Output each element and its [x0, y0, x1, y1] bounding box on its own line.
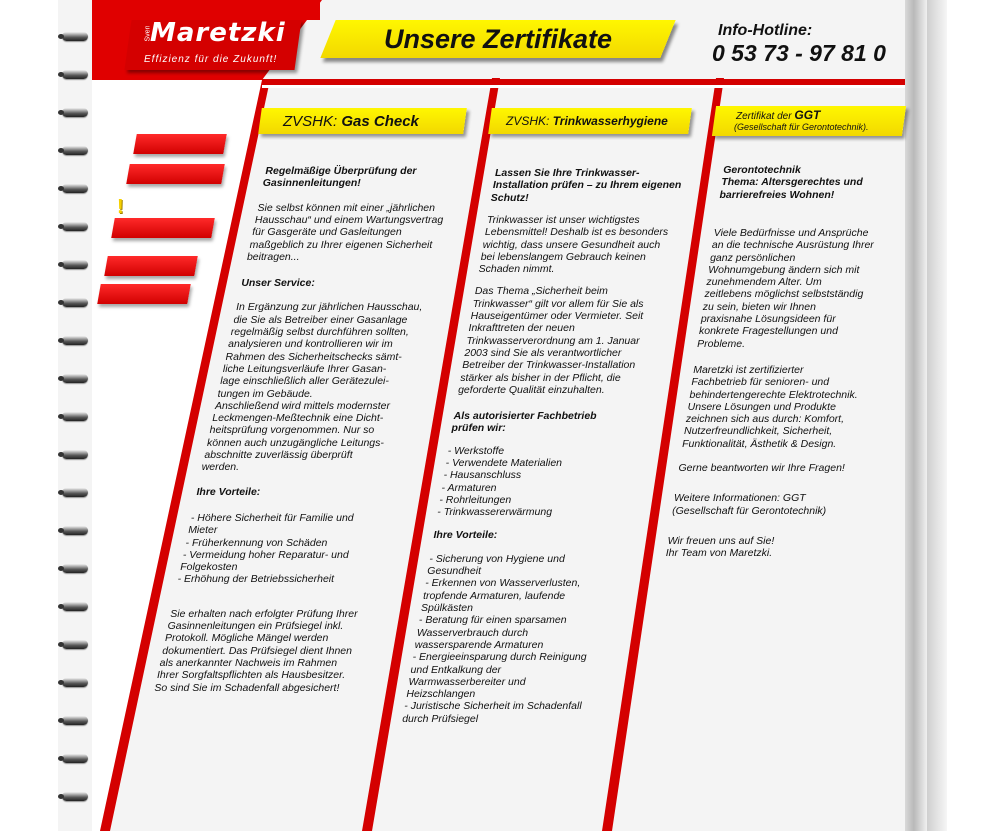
- column-text-line: können auch unzugängliche Leitungs-: [207, 436, 384, 449]
- spiral-ring: [62, 564, 88, 573]
- column-text-line: - Rohrleitungen: [439, 493, 512, 506]
- column-text-line: Gasinnenleitungen ein Prüfsiegel inkl.: [167, 620, 344, 632]
- column-text-line: - Armaturen: [441, 481, 497, 494]
- column-text-line: Anschließend wird mittels modernster: [214, 399, 391, 412]
- column-text-line: Wasserverbrauch durch: [416, 626, 529, 639]
- column-text-line: Thema: Altersgerechtes und: [721, 176, 863, 189]
- column-text-line: - Vermeidung hoher Reparatur- und: [182, 548, 349, 561]
- column-text-line: Schaden nimmt.: [478, 263, 555, 276]
- column-header-trinkwasser-label: [506, 114, 668, 128]
- column-text-line: konkrete Fragestellungen und: [699, 325, 838, 338]
- column-text-line: tungen im Gebäude.: [217, 387, 313, 400]
- column-text-line: Leckmengen-Meßtechnik eine Dicht-: [212, 412, 384, 425]
- column-text-line: Trinkwasserverordnung am 1. Januar: [466, 334, 640, 347]
- column-text-line: stärker als bisher in der Pflicht, die: [460, 371, 621, 384]
- spiral-ring: [62, 222, 88, 231]
- spiral-ring: [62, 640, 88, 649]
- column-text-line: - Sicherung von Hygiene und: [429, 552, 565, 565]
- column-text-line: - Beratung für einen sparsamen: [418, 614, 567, 627]
- column-text-line: Fachbetrieb für senioren- und: [691, 376, 830, 389]
- column-text-line: Unsere Lösungen und Produkte: [687, 400, 836, 413]
- column-text-line: - Hausanschluss: [443, 469, 522, 482]
- column-text-line: Warmwasserbereiter und: [408, 675, 526, 688]
- page-title: Unsere Zertifikate: [383, 24, 613, 54]
- column-text-line: Wir freuen uns auf Sie!: [667, 534, 775, 547]
- column-text-line: maßgeblich zu Ihrer eigenen Sicherheit: [249, 238, 433, 251]
- spiral-ring: [62, 336, 88, 345]
- spiral-ring: [62, 146, 88, 155]
- header-bold: Trinkwasserhygiene: [552, 114, 668, 128]
- column-text-line: Trinkwasser“ gilt vor allem für Sie als: [472, 297, 644, 310]
- column-text-line: durch Prüfsiegel: [402, 712, 479, 725]
- spiral-ring: [62, 184, 88, 193]
- nav-bar-1[interactable]: [133, 134, 227, 154]
- column-text-line: abschnitte zuverlässig überprüft: [204, 449, 353, 461]
- hotline-label: Info-Hotline:: [718, 22, 813, 39]
- spiral-ring: [62, 412, 88, 421]
- column-text-line: werden.: [201, 461, 240, 474]
- column-text-line: Ihre Vorteile:: [433, 528, 498, 541]
- logo-name: Maretzki: [150, 18, 286, 48]
- hotline-number[interactable]: 0 53 73 - 97 81 0: [712, 40, 886, 66]
- column-text-line: Lebensmittel! Deshalb ist es besonders: [484, 226, 669, 239]
- column-text-line: Heizschlangen: [406, 688, 476, 701]
- column-text-line: Gesundheit: [427, 565, 481, 578]
- column-header-gas-check-label: [283, 113, 419, 130]
- column-text-line: - Trinkwassererwärmung: [437, 506, 553, 519]
- column-text-line: In Ergänzung zur jährlichen Hausschau,: [236, 301, 423, 314]
- header-bold: GGT: [794, 108, 821, 122]
- column-text-line: Regelmäßige Überprüfung der: [265, 165, 417, 177]
- column-text-line: lage einschließlich aller Gerätezulei-: [220, 375, 389, 388]
- column-text-line: Lassen Sie Ihre Trinkwasser-: [494, 167, 640, 179]
- nav-bar-2[interactable]: [126, 164, 225, 184]
- column-text-line: dokumentiert. Das Prüfsiegel dient Ihnen: [162, 644, 352, 657]
- column-text-line: Folgekosten: [180, 561, 238, 574]
- column-text-line: Maretzki ist zertifizierter: [693, 363, 804, 376]
- column-text-line: Ihrer Sorgfaltspflichten als Hausbesitzer.: [157, 669, 346, 682]
- column-header-ggt-sub: (Gesellschaft für Gerontotechnik).: [734, 122, 869, 132]
- spiral-ring: [62, 488, 88, 497]
- column-text-line: Hausschau“ und einem Wartungsvertrag: [254, 213, 444, 226]
- column-header-ggt-label: [736, 108, 820, 122]
- spiral-ring: [62, 526, 88, 535]
- header-prefix: ZVSHK:: [283, 113, 338, 130]
- column-text-line: Betreiber der Trinkwasser-Installation: [462, 359, 636, 372]
- column-text-line: analysieren und kontrollieren wir im: [228, 338, 393, 351]
- column-text-line: Als autorisierter Fachbetrieb: [453, 410, 597, 423]
- column-text-line: Schutz!: [490, 191, 529, 204]
- column-text-line: 2003 sind Sie als verantwortlicher: [464, 346, 622, 359]
- spiral-ring: [62, 450, 88, 459]
- spiral-ring: [62, 754, 88, 763]
- column-text-line: Wohnumgebung ändern sich mit: [708, 263, 860, 276]
- column-text-line: - Höhere Sicherheit für Familie und: [190, 511, 354, 524]
- column-text-line: für Gasgeräte und Gasleitungen: [252, 226, 402, 239]
- column-text-line: Inkrafttreten der neuen: [468, 322, 575, 335]
- column-text-line: (Gesellschaft für Gerontotechnik): [672, 504, 827, 517]
- column-text-line: praxisnahe Lösungsideen für: [700, 313, 836, 325]
- spiral-ring: [62, 678, 88, 687]
- column-text-line: behindertengerechte Elektrotechnik.: [689, 388, 858, 401]
- column-text-line: bei lebenslangem Gebrauch keinen: [480, 250, 646, 263]
- spiral-ring: [62, 298, 88, 307]
- column-text-line: Spülkästen: [421, 602, 473, 614]
- column-text-line: zeichnen sich aus durch: Komfort,: [685, 413, 844, 426]
- spiral-ring: [62, 108, 88, 117]
- column-text-line: prüfen wir:: [451, 422, 506, 435]
- spiral-ring: [62, 602, 88, 611]
- column-text-line: - Energieeinsparung durch Reinigung: [412, 651, 587, 664]
- column-text-line: Installation prüfen – zu Ihrem eigenen: [492, 179, 682, 192]
- column-text-line: Hauseigentümer oder Vermieter. Seit: [470, 310, 644, 322]
- column-text-line: zeitlebens möglichst selbstständig: [704, 288, 864, 301]
- nav-bar-4[interactable]: [104, 256, 198, 276]
- column-text-line: tropfende Armaturen, laufende: [423, 589, 566, 602]
- column-text-line: zu sein, bieten wir Ihnen: [702, 300, 816, 313]
- column-text-line: liche Leitungsverläufe Ihrer Gasan-: [222, 362, 387, 375]
- spiral-ring: [62, 792, 88, 801]
- column-text-line: Protokoll. Mögliche Mängel werden: [164, 632, 329, 645]
- column-text-line: als anerkannter Nachweis im Rahmen: [159, 656, 338, 669]
- logo-slogan: Effizienz für die Zukunft!: [144, 54, 278, 65]
- column-text-line: - Erkennen von Wasserverlusten,: [425, 577, 581, 590]
- header-prefix: Zertifikat der: [736, 111, 792, 122]
- column-text-line: regelmäßig selbst durchführen sollten,: [230, 326, 409, 338]
- column-text-line: Trinkwasser ist unser wichtigstes: [486, 213, 640, 226]
- column-text-line: Ihr Team von Maretzki.: [665, 547, 773, 560]
- column-text-line: Ihre Vorteile:: [196, 485, 261, 498]
- column-text-line: Viele Bedürfnisse und Ansprüche: [713, 226, 869, 239]
- column-text-line: Sie erhalten nach erfolgter Prüfung Ihrer: [170, 607, 358, 620]
- spiral-ring: [62, 70, 88, 79]
- column-text-line: - Verwendete Materialien: [445, 457, 562, 469]
- column-text-line: und Entkalkung der: [410, 663, 502, 676]
- column-text-line: Rahmen des Sicherheitschecks sämt-: [225, 350, 402, 363]
- column-text-line: Unser Service:: [241, 277, 315, 290]
- header-prefix: ZVSHK:: [506, 114, 550, 128]
- column-text-line: Nutzerfreundlichkeit, Sicherheit,: [683, 425, 833, 438]
- nav-bar-3[interactable]: [111, 218, 215, 238]
- column-text-line: Gerontotechnik: [723, 164, 801, 176]
- column-text-line: Funktionalität, Ästhetik & Design.: [682, 437, 837, 450]
- column-text-line: die Sie als Betreiber einer Gasanlage: [233, 313, 408, 326]
- column-text-line: - Juristische Sicherheit im Schadenfall: [404, 700, 582, 713]
- column-text-line: Gerne beantworten wir Ihre Fragen!: [678, 462, 845, 474]
- column-text-line: barrierefreies Wohnen!: [719, 188, 835, 201]
- column-text-line: wassersparende Armaturen: [414, 638, 544, 651]
- column-text-line: - Werkstoffe: [447, 444, 505, 457]
- column-text-line: - Erhöhung der Betriebssicherheit: [177, 573, 335, 586]
- column-text-line: wichtig, dass unsere Gesundheit auch: [482, 238, 661, 251]
- spiral-ring: [62, 374, 88, 383]
- column-text-line: zunehmendem Alter. Um: [706, 276, 822, 289]
- logo-prefix: Sven: [144, 25, 152, 42]
- column-text-line: - Früherkennung von Schäden: [185, 536, 328, 549]
- column-text-line: an die technische Ausrüstung Ihrer: [711, 239, 874, 252]
- column-text-line: So sind Sie im Schadenfall abgesichert!: [154, 681, 340, 694]
- spiral-ring: [62, 260, 88, 269]
- spiral-ring: [62, 32, 88, 41]
- column-text-line: Weitere Informationen: GGT: [673, 492, 806, 505]
- nav-bar-5[interactable]: [97, 284, 191, 304]
- column-text-line: Gasinnenleitungen!: [262, 177, 361, 190]
- header-bold: Gas Check: [341, 113, 419, 130]
- spiral-ring: [62, 716, 88, 725]
- column-text-line: Das Thema „Sicherheit beim: [474, 285, 608, 298]
- column-text-line: Mieter: [188, 524, 218, 537]
- column-text-line: geforderte Qualität einzuhalten.: [458, 383, 605, 396]
- column-text-line: Probleme.: [697, 337, 746, 350]
- column-text-line: Sie selbst können mit einer „jährlichen: [257, 201, 435, 214]
- column-text-line: beitragen...: [246, 250, 300, 263]
- exclamation-icon: !: [117, 196, 124, 218]
- column-text-line: ganz persönlichen: [710, 251, 796, 264]
- column-text-line: heitsprüfung vorgenommen. Nur so: [209, 424, 375, 437]
